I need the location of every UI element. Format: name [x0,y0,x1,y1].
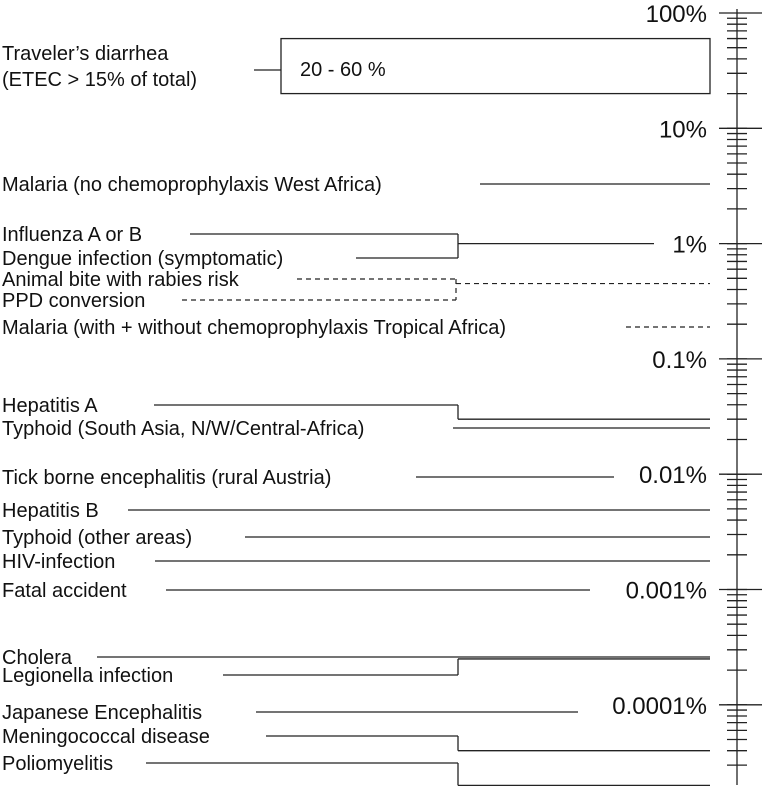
tick-label: 0.1% [652,346,707,374]
tick-label: 10% [658,116,707,144]
category-label: Typhoid (South Asia, N/W/Central-Africa) [2,418,365,440]
category-label: Legionella infection [2,665,174,687]
category-label: HIV-infection [2,551,116,573]
category-label: Cholera [2,647,73,669]
category-label: Animal bite with rabies risk [2,269,239,291]
range-box-group [2,39,710,94]
category-label: Hepatitis B [2,500,99,522]
category-label: Meningococcal disease [2,726,210,748]
category-label: Influenza A or B [2,224,143,246]
tick-label: 0.0001% [612,692,707,720]
category-label-travelers-diarrhea: Traveler’s diarrhea [2,43,169,65]
tick-label: 0.01% [638,462,707,490]
category-label: Malaria (with + without chemoprophylaxis Tropical Africa) [2,317,507,339]
log-axis [612,1,762,785]
category-label-travelers-diarrhea-note: (ETEC > 15% of total) [2,69,198,91]
tick-label: 0.001% [625,577,707,605]
category-label: Dengue infection (symptomatic) [2,248,284,270]
categories [2,174,710,785]
category-label: PPD conversion [2,290,146,312]
category-label: Typhoid (other areas) [2,527,193,549]
category-label: Tick borne encephalitis (rural Austria) [2,467,332,489]
category-label: Fatal accident [2,580,127,602]
category-label: Hepatitis A [2,395,98,417]
category-label: Poliomyelitis [2,753,114,775]
category-label: Japanese Encephalitis [2,702,203,724]
tick-label: 100% [645,1,707,28]
category-label: Malaria (no chemoprophylaxis West Africa) [2,174,382,196]
tick-label: 1% [672,231,707,259]
range-box-label: 20 - 60 % [300,59,386,81]
